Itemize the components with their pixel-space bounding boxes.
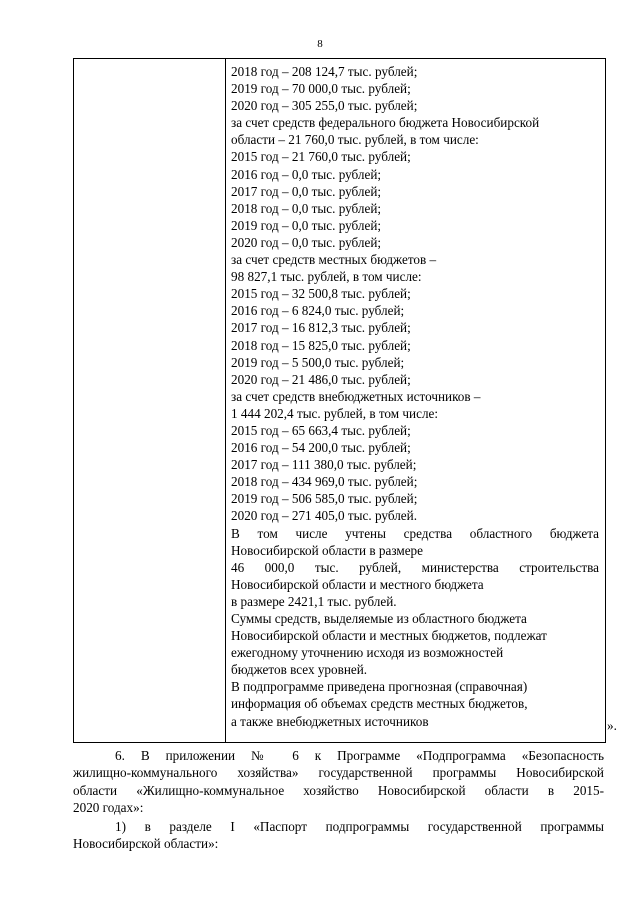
paragraph-line: 2020 годах»:	[73, 799, 144, 815]
table-line: 2015 год – 32 500,8 тыс. рублей;	[231, 286, 411, 302]
funding-cell	[231, 63, 599, 730]
closing-quote: ».	[607, 718, 617, 733]
table-line: ежегодному уточнению исходя из возможностей	[231, 645, 504, 661]
table-line: а также внебюджетных источников	[231, 713, 429, 729]
table-line: В подпрограмме приведена прогнозная (справочная)	[231, 679, 528, 695]
paragraph-line: 6. В приложении № 6 к Программе «Подпрограмма «Безопасность	[115, 748, 604, 763]
page-number: 8	[317, 38, 323, 50]
table-line: 1 444 202,4 тыс. рублей, в том числе:	[231, 405, 439, 421]
table-line: 2016 год – 54 200,0 тыс. рублей;	[231, 440, 411, 456]
table-line: 2018 год – 434 969,0 тыс. рублей;	[231, 474, 418, 490]
table-line: Новосибирской области и местного бюджета	[231, 576, 484, 592]
table-line: Новосибирской области в размере	[231, 542, 424, 558]
paragraph-line: области «Жилищно-коммунальное хозяйство Новосибирской области в 2015-	[73, 782, 604, 798]
table-line: 2017 год – 111 380,0 тыс. рублей;	[231, 457, 417, 473]
column-divider	[225, 59, 226, 742]
table-line: 98 827,1 тыс. рублей, в том числе:	[231, 269, 422, 285]
table-line: бюджетов всех уровней.	[231, 662, 368, 678]
table-line: за счет средств местных бюджетов –	[231, 252, 437, 268]
table-line: 2016 год – 6 824,0 тыс. рублей;	[231, 303, 405, 319]
paragraph-line: 1) в разделе I «Паспорт подпрограммы государственной программы	[115, 819, 604, 834]
table-line: 2015 год – 21 760,0 тыс. рублей;	[231, 149, 411, 165]
paragraph-6	[73, 747, 604, 816]
table-line: Суммы средств, выделяемые из областного бюджета	[231, 611, 527, 626]
table-line: 2018 год – 15 825,0 тыс. рублей;	[231, 337, 411, 353]
table-line: 2019 год – 0,0 тыс. рублей;	[231, 217, 382, 233]
table-line: за счет средств федерального бюджета Новосибирской	[231, 115, 540, 131]
table-line: 2017 год – 16 812,3 тыс. рублей;	[231, 320, 411, 336]
paragraph-1	[73, 818, 604, 853]
table-line: 2019 год – 5 500,0 тыс. рублей;	[231, 354, 405, 370]
table-line: в размере 2421,1 тыс. рублей.	[231, 593, 397, 609]
table-line: 2015 год – 65 663,4 тыс. рублей;	[231, 422, 411, 438]
table-line: 2020 год – 0,0 тыс. рублей;	[231, 234, 382, 250]
table-line: информация об объемах средств местных бюджетов,	[231, 696, 528, 712]
table-line: 2017 год – 0,0 тыс. рублей;	[231, 183, 382, 199]
passport-table	[73, 58, 606, 743]
table-line: 2020 год – 305 255,0 тыс. рублей;	[231, 98, 418, 114]
table-line: области – 21 760,0 тыс. рублей, в том числе:	[231, 132, 479, 148]
table-line: 2019 год – 506 585,0 тыс. рублей;	[231, 491, 418, 507]
table-line: 2016 год – 0,0 тыс. рублей;	[231, 166, 382, 182]
table-line: 2020 год – 21 486,0 тыс. рублей;	[231, 371, 411, 387]
table-line: 2019 год – 70 000,0 тыс. рублей;	[231, 81, 411, 97]
paragraph-line: Новосибирской области»:	[73, 836, 219, 852]
table-line: 2020 год – 271 405,0 тыс. рублей.	[231, 508, 417, 524]
table-line: 2018 год – 0,0 тыс. рублей;	[231, 200, 382, 216]
table-line: 46 000,0 тыс. рублей, министерства строительства	[231, 559, 599, 575]
paragraph-line: жилищно-коммунального хозяйства» государственной программы Новосибирской	[73, 765, 604, 781]
table-line: за счет средств внебюджетных источников –	[231, 388, 481, 404]
table-line: Новосибирской области и местных бюджетов, подлежат	[231, 628, 547, 644]
table-line: В том числе учтены средства областного бюджета	[231, 525, 599, 541]
table-line: 2018 год – 208 124,7 тыс. рублей;	[231, 64, 418, 79]
